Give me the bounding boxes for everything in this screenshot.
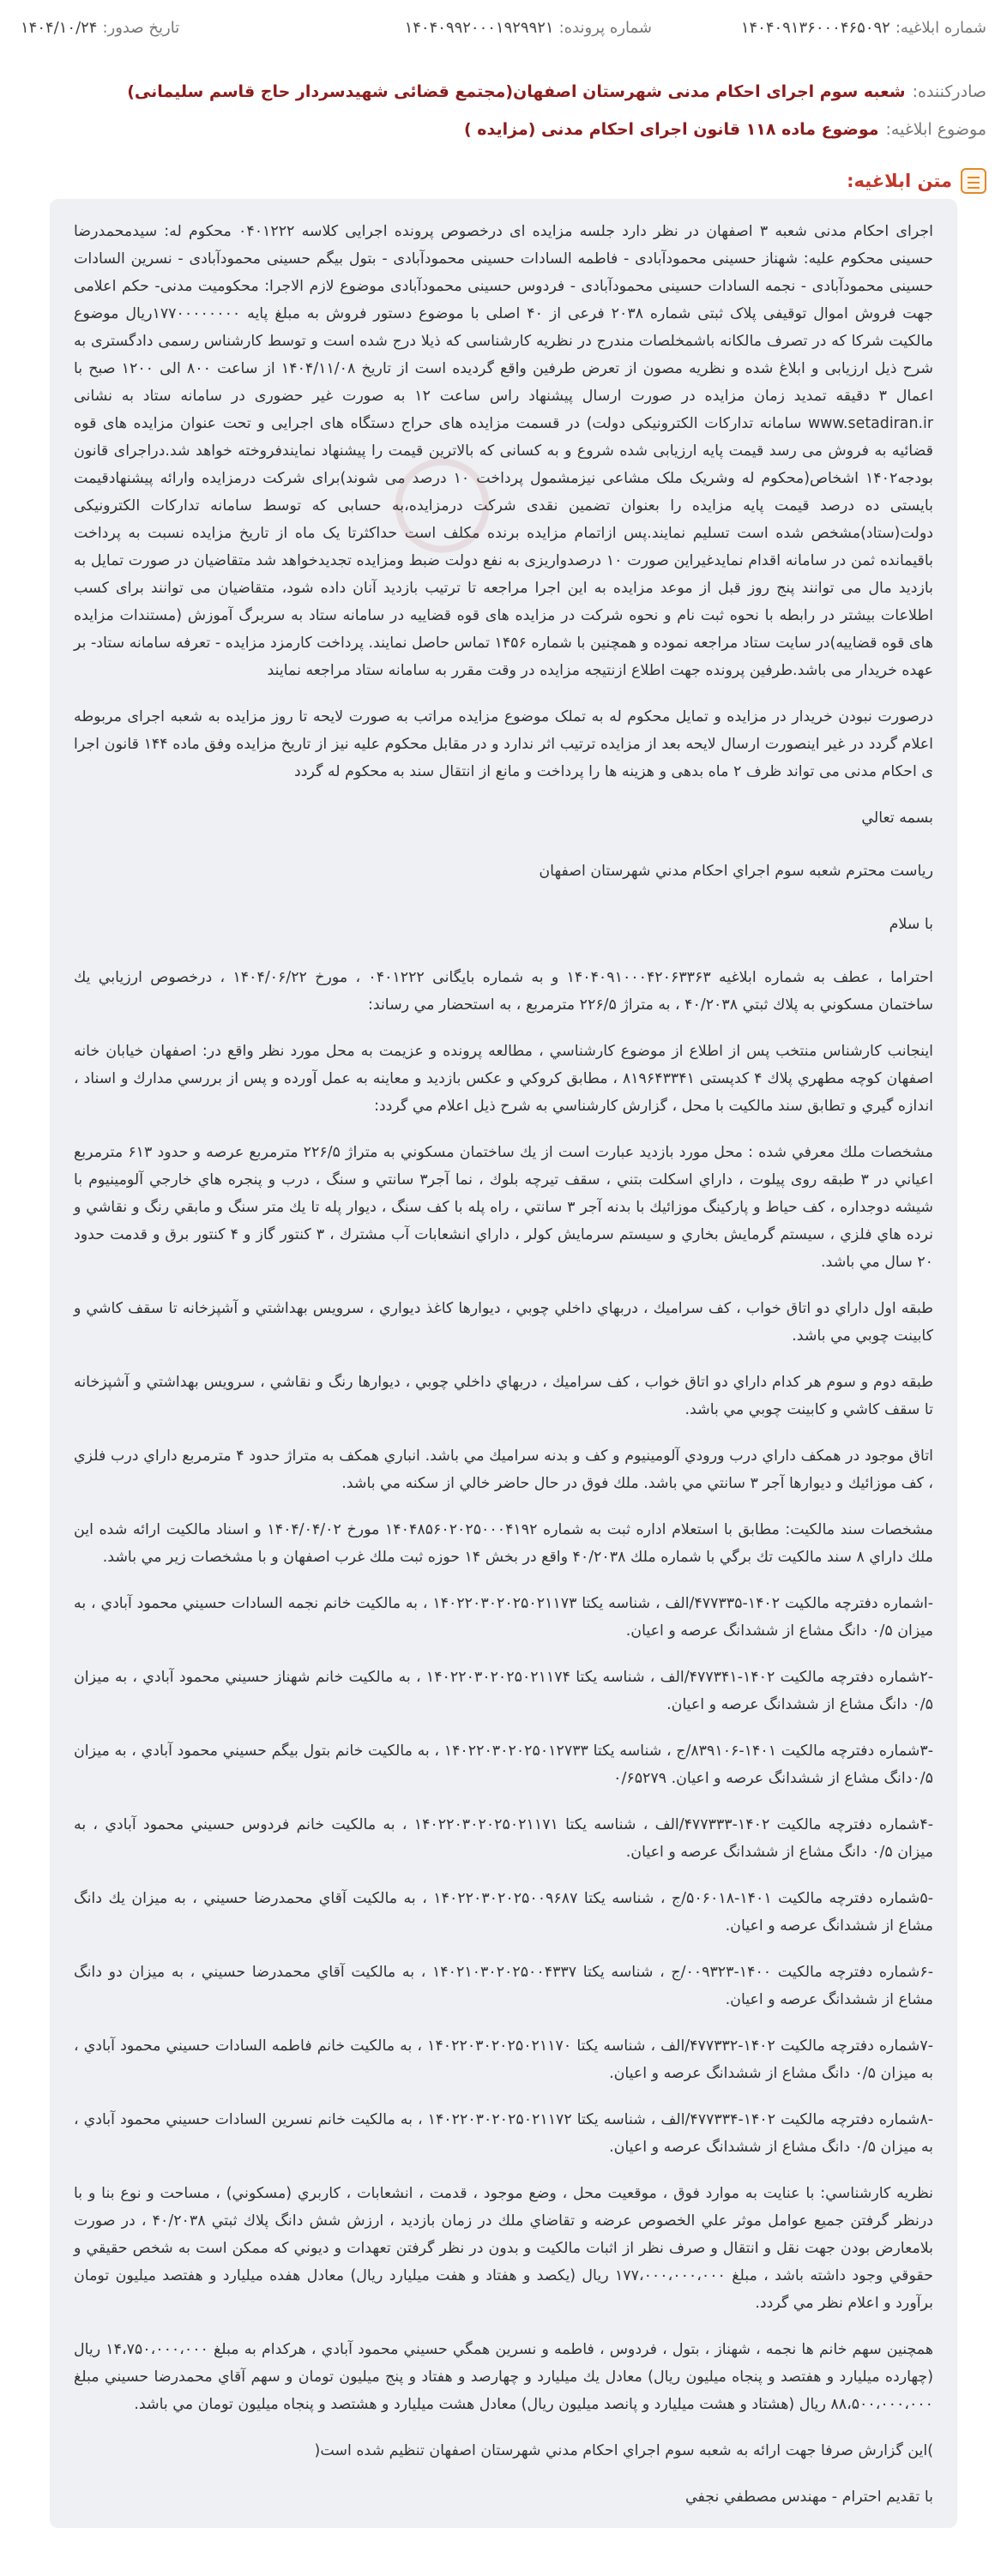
issue-date-value: ۱۴۰۴/۱۰/۲۴	[21, 18, 98, 37]
notice-number-label: شماره ابلاغیه:	[895, 18, 986, 37]
paragraph-first-floor: طبقه اول داراي دو اتاق خواب ، کف سراميك ، دربهاي داخلي چوبي ، ديوارها كاغذ ديواري ، سرويس بهداشتي و آشپزخانه تا سقف کاشي و كابينت چوبي مي باشد.	[74, 1300, 933, 1345]
paragraph-deed-1: -اشماره دفترچه مالکیت ۱۴۰۲-۴۷۷۳۳۵/الف ، شناسه یکتا ۱۴۰۲۲۰۳۰۲۰۲۵۰۲۱۱۷۳ ، به مالکیت خانم نجمه السادات حسيني محمود آبادي ، به ميزان ۰/۵ دانگ مشاع از ششدانگ عرصه و اعيان.	[74, 1595, 933, 1640]
paragraph-expert-opinion: نظريه كارشناسي: با عنايت به موارد فوق ، موقعيت محل ، وضع موجود ، قدمت ، انشعابات ، كاربري (مسكوني) ، مساحت و نوع بنا و با درنظر گرفتن جميع عوامل موثر علي الخصوص عرضه و تقاضاي ملك در زمان بازديد ، ارزش شش دانگ پلاك ثبتي ۴۰/۲۰۳۸ ، در صورت بلامعارض بودن جهت نقل و انتقال و صرف نظر از اثبات مالكيت و بدون در نظر گرفتن تعهدات و ديوني كه ممكن است به شخص حقيقي و حقوقي وجود داشته باشد ، مبلغ ۱۷۷،۰۰۰،۰۰۰،۰۰۰ ريال (يكصد و هفتاد و هفت ميليارد ريال) معادل هفده ميليارد و هفتصد ميليون تومان برآورد و اعلام نظر مي گردد.	[74, 2185, 933, 2312]
paragraph-signature: با تقديم احترام - مهندس مصطفي نجفي	[684, 2489, 933, 2506]
subject-row	[21, 120, 986, 139]
paragraph-deed-8: -۸شماره دفترچه مالکیت ۱۴۰۲-۴۷۷۳۳۴/الف ، شناسه یکتا ۱۴۰۲۲۰۳۰۲۰۲۵۰۲۱۱۷۲ ، به مالکیت خانم نسرين السادات حسيني محمود آبادي ، به ميزان ۰/۵ دانگ مشاع از ششدانگ عرصه و اعيان.	[74, 2111, 933, 2156]
case-number-label: شماره پرونده:	[558, 18, 652, 37]
paragraph-deed-3: -۳شماره دفترچه مالکیت ۱۴۰۱-۸۳۹۱۰۶/ج ، شناسه یکتا ۱۴۰۲۲۰۳۰۲۰۲۵۰۱۲۷۳۳ ، به مالکیت خانم بتول بيگم حسيني محمود آبادي ، به ميزان ۰/۵دانگ مشاع از ششدانگ عرصه و اعيان. ۰/۶۵۲۷۹	[74, 1742, 933, 1787]
paragraph-upper-floors: طبقه دوم و سوم هر كدام داراي دو اتاق خواب ، كف سراميك ، دربهاي داخلي چوبي ، ديوارها رنگ و نقاشي ، سرويس بهداشتي و آشپزخانه تا سقف کاشي و كابينت چوبي مي باشد.	[74, 1374, 933, 1418]
paragraph-ground-floor: اتاق موجود در همکف داراي درب ورودي آلومينيوم و کف و بدنه سراميك مي باشد. انباري همکف به متراژ حدود ۴ مترمربع داراي درب فلزي ، کف موزائيك و ديوارها آجر ۳ سانتي مي باشد. ملك فوق در حال حاضر خالي از سكنه مي باشد.	[74, 1447, 933, 1492]
paragraph-inspection: اينجانب كارشناس منتخب پس از اطلاع از موضوع كارشناسي ، مطالعه پرونده و عزيمت به محل مورد نظر واقع در: اصفهان خیابان خانه اصفهان کوچه مطهري پلاك ۴ کدپستی ۸۱۹۶۴۳۳۴۱ ، مطابق کروکي و عکس بازديد و معاينه به عمل آورده و پس از بررسي مدارك و اسناد ، اندازه گيري و تطابق سند مالكيت با محل ، گزارش كارشناسي به شرح ذيل اعلام مي گردد:	[74, 1043, 933, 1115]
case-number-value: ۱۴۰۴۰۹۹۲۰۰۰۱۹۲۹۹۲۱	[404, 18, 554, 37]
notice-text-heading	[847, 168, 986, 194]
notice-text-title: متن ابلاغیه:	[847, 171, 952, 191]
paragraph-basmala: بسمه تعالي	[861, 810, 933, 827]
paragraph-deed-7: -۷شماره دفترچه مالکیت ۱۴۰۲-۴۷۷۳۳۲/الف ، شناسه یکتا ۱۴۰۲۲۰۳۰۲۰۲۵۰۲۱۱۷۰ ، به مالکیت خانم فاطمه السادات حسيني محمود آبادي ، به ميزان ۰/۵ دانگ مشاع از ششدانگ عرصه و اعيان.	[74, 2037, 933, 2082]
paragraph-deed-specs: مشخصات سند مالكيت: مطابق با استعلام اداره ثبت به شماره ۱۴۰۴۸۵۶۰۲۰۲۵۰۰۰۴۱۹۲ مورخ ۱۴۰۴/۰۴/۰۲ و اسناد مالكيت ارائه شده اين ملك داراي ۸ سند مالكيت تك برگي با شماره ملك ۴۰/۲۰۳۸ واقع در بخش ۱۴ حوزه ثبت ملك غرب اصفهان و با مشخصات زير مي باشد.	[74, 1521, 933, 1566]
notice-meta-bar	[21, 12, 986, 43]
paragraph-addressee: رياست محترم شعبه سوم اجراي احكام مدني شهرستان اصفهان	[539, 863, 933, 880]
paragraph-report-note: )اين گزارش صرفا جهت ارائه به شعبه سوم اجراي احكام مدني شهرستان اصفهان تنظيم شده است(	[314, 2442, 933, 2459]
document-icon	[961, 168, 986, 194]
paragraph-deed-2: -۲شماره دفترچه مالکیت ۱۴۰۲-۴۷۷۳۴۱/الف ، شناسه یکتا ۱۴۰۲۲۰۳۰۲۰۲۵۰۲۱۱۷۴ ، به مالکیت خانم شهناز حسيني محمود آبادي ، به ميزان ۰/۵ دانگ مشاع از ششدانگ عرصه و اعيان.	[74, 1669, 933, 1713]
paragraph-deed-4: -۴شماره دفترچه مالکیت ۱۴۰۲-۴۷۷۳۳۳/الف ، شناسه یکتا ۱۴۰۲۲۰۳۰۲۰۲۵۰۲۱۱۷۱ ، به مالکیت خانم فردوس حسيني محمود آبادي ، به ميزان ۰/۵ دانگ مشاع از ششدانگ عرصه و اعيان.	[74, 1816, 933, 1861]
sender-label: صادرکننده:	[912, 82, 986, 101]
subject-label: موضوع ابلاغیه:	[885, 120, 986, 139]
paragraph-greeting: با سلام	[889, 916, 933, 933]
paragraph-auction: اجرای احکام مدنی شعبه ۳ اصفهان در نظر دارد جلسه مزایده ای درخصوص پرونده اجرایی کلاسه ۰۴۰۱۲۲۲ محکوم له: سیدمحمدرضا حسینی محکوم علیه: شهناز حسینی محمودآبادی - فاطمه السادات حسینی محمودآبادی - بتول بیگم حسینی محمودآبادی - نسرین السادات حسینی محمودآبادی - نجمه السادات حسینی محمودآبادی - فردوس حسینی محمودآبادی موضوع لازم الاجرا: محکومیت مدنی- حکم اعلامی جهت فروش اموال توقیفی پلاک ثبتی شماره ۲۰۳۸ فرعی از ۴۰ اصلی با موضوع دستور فروش به مبلغ پایه ۱۷۷۰۰۰۰۰۰۰۰ریال موضوع مالکیت شرکا که در تصرف مالکانه باشمخلصات مندرج در نظریه کارشناسی که ذیلا درج شده است و توسط کارشناس رسمی دادگستری به شرح ذیل ارزیابی و ابلاغ شده و نظریه مصون از تعرض طرفین واقع گردیده است از تاریخ ۱۴۰۴/۱۱/۰۸ از ساعت ۸۰۰ الی ۱۲۰۰ صبح با اعمال ۳ دقیقه تمدید زمان مزایده در صورت ارسال پیشنهاد راس ساعت ۱۲ به صورت غیر حضوری در سامانه ستاد به نشانی www.setadiran.ir سامانه تدارکات الکترونیکی دولت) در قسمت مزایده های حراج دستگاه های اجرایی و تحت عنوان مزایده های قوه قضائیه به فروش می رسد قیمت پایه ارزیابی شده شروع و به کسانی که بالاترین قیمت را پیشنهاد نمایندفروخته خواهد شد.دراجرای قانون بودجه۱۴۰۲ اشخاص(محکوم له وشریک ملک مشاعی نیزمشمول پرداخت ۱۰ درصد می شوند)برای شرکت درمزایده وارائه پیشنهادقیمت بایستی ده درصد قیمت پایه مزایده را بعنوان تضمین نقدی شرکت درمزایده،به حسابی که توسط سامانه تدارکات الکترونیکی دولت(ستاد)مشخص شده است تسلیم نمایند.پس ازاتمام مزایده برنده مکلف است حداکثرتا یک ماه از تاریخ مزایده نسبت به پرداخت باقیمانده ثمن در سامانه اقدام نمایدغیراین صورت ۱۰ درصدواریزی به نفع دولت ضبط ومزایده تجدیدخواهد شد متقاضیان در صورت تمایل به بازدید مال می توانند پنج روز قبل از موعد مزایده به این اجرا مراجعه تا ترتیب بازدید آنان داده شود، متقاضیان می توانند برای کسب اطلاعات بیشتر در رابطه با نحوه ثبت نام و نحوه شرکت در مزایده های قوه قضاییه در سامانه ستاد به سربرگ آموزش (مستندات مزایده های قوه قضاییه)در سایت ستاد مراجعه نموده و همچنین با شماره ۱۴۵۶ تماس حاصل نمایند. پرداخت کارمزد مزایده - تعرفه سامانه ستاد- بر عهده خریدار می باشد.طرفین پرونده جهت اطلاع ازنتیجه مزایده در وقت مقرر به سامانه ستاد مراجعه نمایند	[74, 223, 934, 679]
issue-date-label: تاریخ صدور:	[102, 18, 180, 37]
sender-value: شعبه سوم اجرای احکام مدنی شهرستان اصفهان(مجتمع قضائی شهیدسردار حاج قاسم سلیمانی)	[127, 82, 906, 101]
paragraph-deed-5: -۵شماره دفترچه مالکیت ۱۴۰۱-۵۰۶۰۱۸/ج ، شناسه یکتا ۱۴۰۲۲۰۳۰۲۰۲۵۰۰۹۶۸۷ ، به مالکیت آقاي محمدرضا حسيني ، به ميزان يك دانگ مشاع از ششدانگ عرصه و اعيان.	[74, 1890, 933, 1935]
notice-number	[741, 19, 986, 37]
issue-date	[21, 19, 179, 37]
paragraph-shares: همچنين سهم خانم ها نجمه ، شهناز ، بتول ، فردوس ، فاطمه و نسرين همگي حسيني محمود آبادي ، هركدام به مبلغ ۱۴،۷۵۰،۰۰۰،۰۰۰ ريال (چهارده ميليارد و هفتصد و پنجاه ميليون ريال) معادل يك ميليارد و چهارصد و هفتاد و پنج ميليون تومان و سهم آقاي محمدرضا حسيني مبلغ ۸۸،۵۰۰،۰۰۰،۰۰۰ ريال (هشتاد و هشت ميليارد و پانصد ميليون ريال) معادل هشت ميليارد و هشتصد و پنجاه ميليون تومان مي باشد.	[74, 2341, 933, 2413]
paragraph-deed-6: -۶شماره دفترچه مالکیت ۱۴۰۰-۰۰۹۳۲۳/ج ، شناسه یکتا ۱۴۰۲۱۰۳۰۲۰۲۵۰۰۴۳۳۷ ، به مالکیت آقاي محمدرضا حسيني ، به ميزان دو دانگ مشاع از ششدانگ عرصه و اعيان.	[74, 1964, 933, 2008]
notice-text-card	[50, 199, 957, 2528]
case-number	[405, 19, 652, 37]
paragraph-property-specs: مشخصات ملك معرفي شده : محل مورد بازديد عبارت است از يك ساختمان مسكوني به متراژ ۲۲۶/۵ مترمربع عرصه و حدود ۶۱۳ مترمربع اعياني در ۳ طبقه روی پیلوت ، داراي اسكلت بتني ، سقف تيرچه بلوك ، نما آجر۳ سانتي و سنگ ، درب و پنجره هاي خارجي آلومينيوم با شيشه دوجداره ، کف حیاط و پارکینگ موزائيك با بدنه آجر ۳ سانتي ، راه پله با کف سنگ ، ديوار پله تا يك متر سنگ و مابقي رنگ و نقاشي و نرده هاي فلزي ، سيستم گرمايش بخاري و سيستم سرمايش كولر ، داراي انشعابات آب مشترك ، ۳ كنتور گاز و ۴ كنتور برق و قدمت حدود ۲۰ سال مي باشد.	[74, 1144, 933, 1271]
paragraph-reference: احتراما ، عطف به شماره ابلاغیه ۱۴۰۴۰۹۱۰۰۰۴۲۰۶۳۳۶۳ و به شماره بایگانی ۰۴۰۱۲۲۲ ، مورخ ۱۴۰۴/۰۶/۲۲ ، درخصوص ارزيابي يك ساختمان مسکوني به پلاك ثبتي ۴۰/۲۰۳۸ ، به متراژ ۲۲۶/۵ مترمربع ، به استحضار مي رساند:	[74, 969, 934, 1014]
subject-value: موضوع ماده ۱۱۸ قانون اجرای احکام مدنی (مزایده )	[464, 120, 879, 139]
sender-row	[21, 82, 986, 101]
paragraph-buyer-absence: درصورت نبودن خریدار در مزایده و تمایل محکوم له به تملک موضوع مزایده مراتب به صورت لایحه تا روز مزایده به شعبه اجرای مربوطه اعلام گردد در غیر اینصورت ارسال لایحه بعد از مزایده ترتیب اثر ندارد و در مقابل محکوم علیه نیز از تاریخ مزایده وفق ماده ۱۴۴ قانون اجرا ی احکام مدنی می تواند ظرف ۲ ماه بدهی و هزینه ها را پرداخت و مانع از انتقال سند به محکوم له گردد	[74, 708, 933, 780]
notice-number-value: ۱۴۰۴۰۹۱۳۶۰۰۰۴۶۵۰۹۲	[740, 18, 890, 37]
